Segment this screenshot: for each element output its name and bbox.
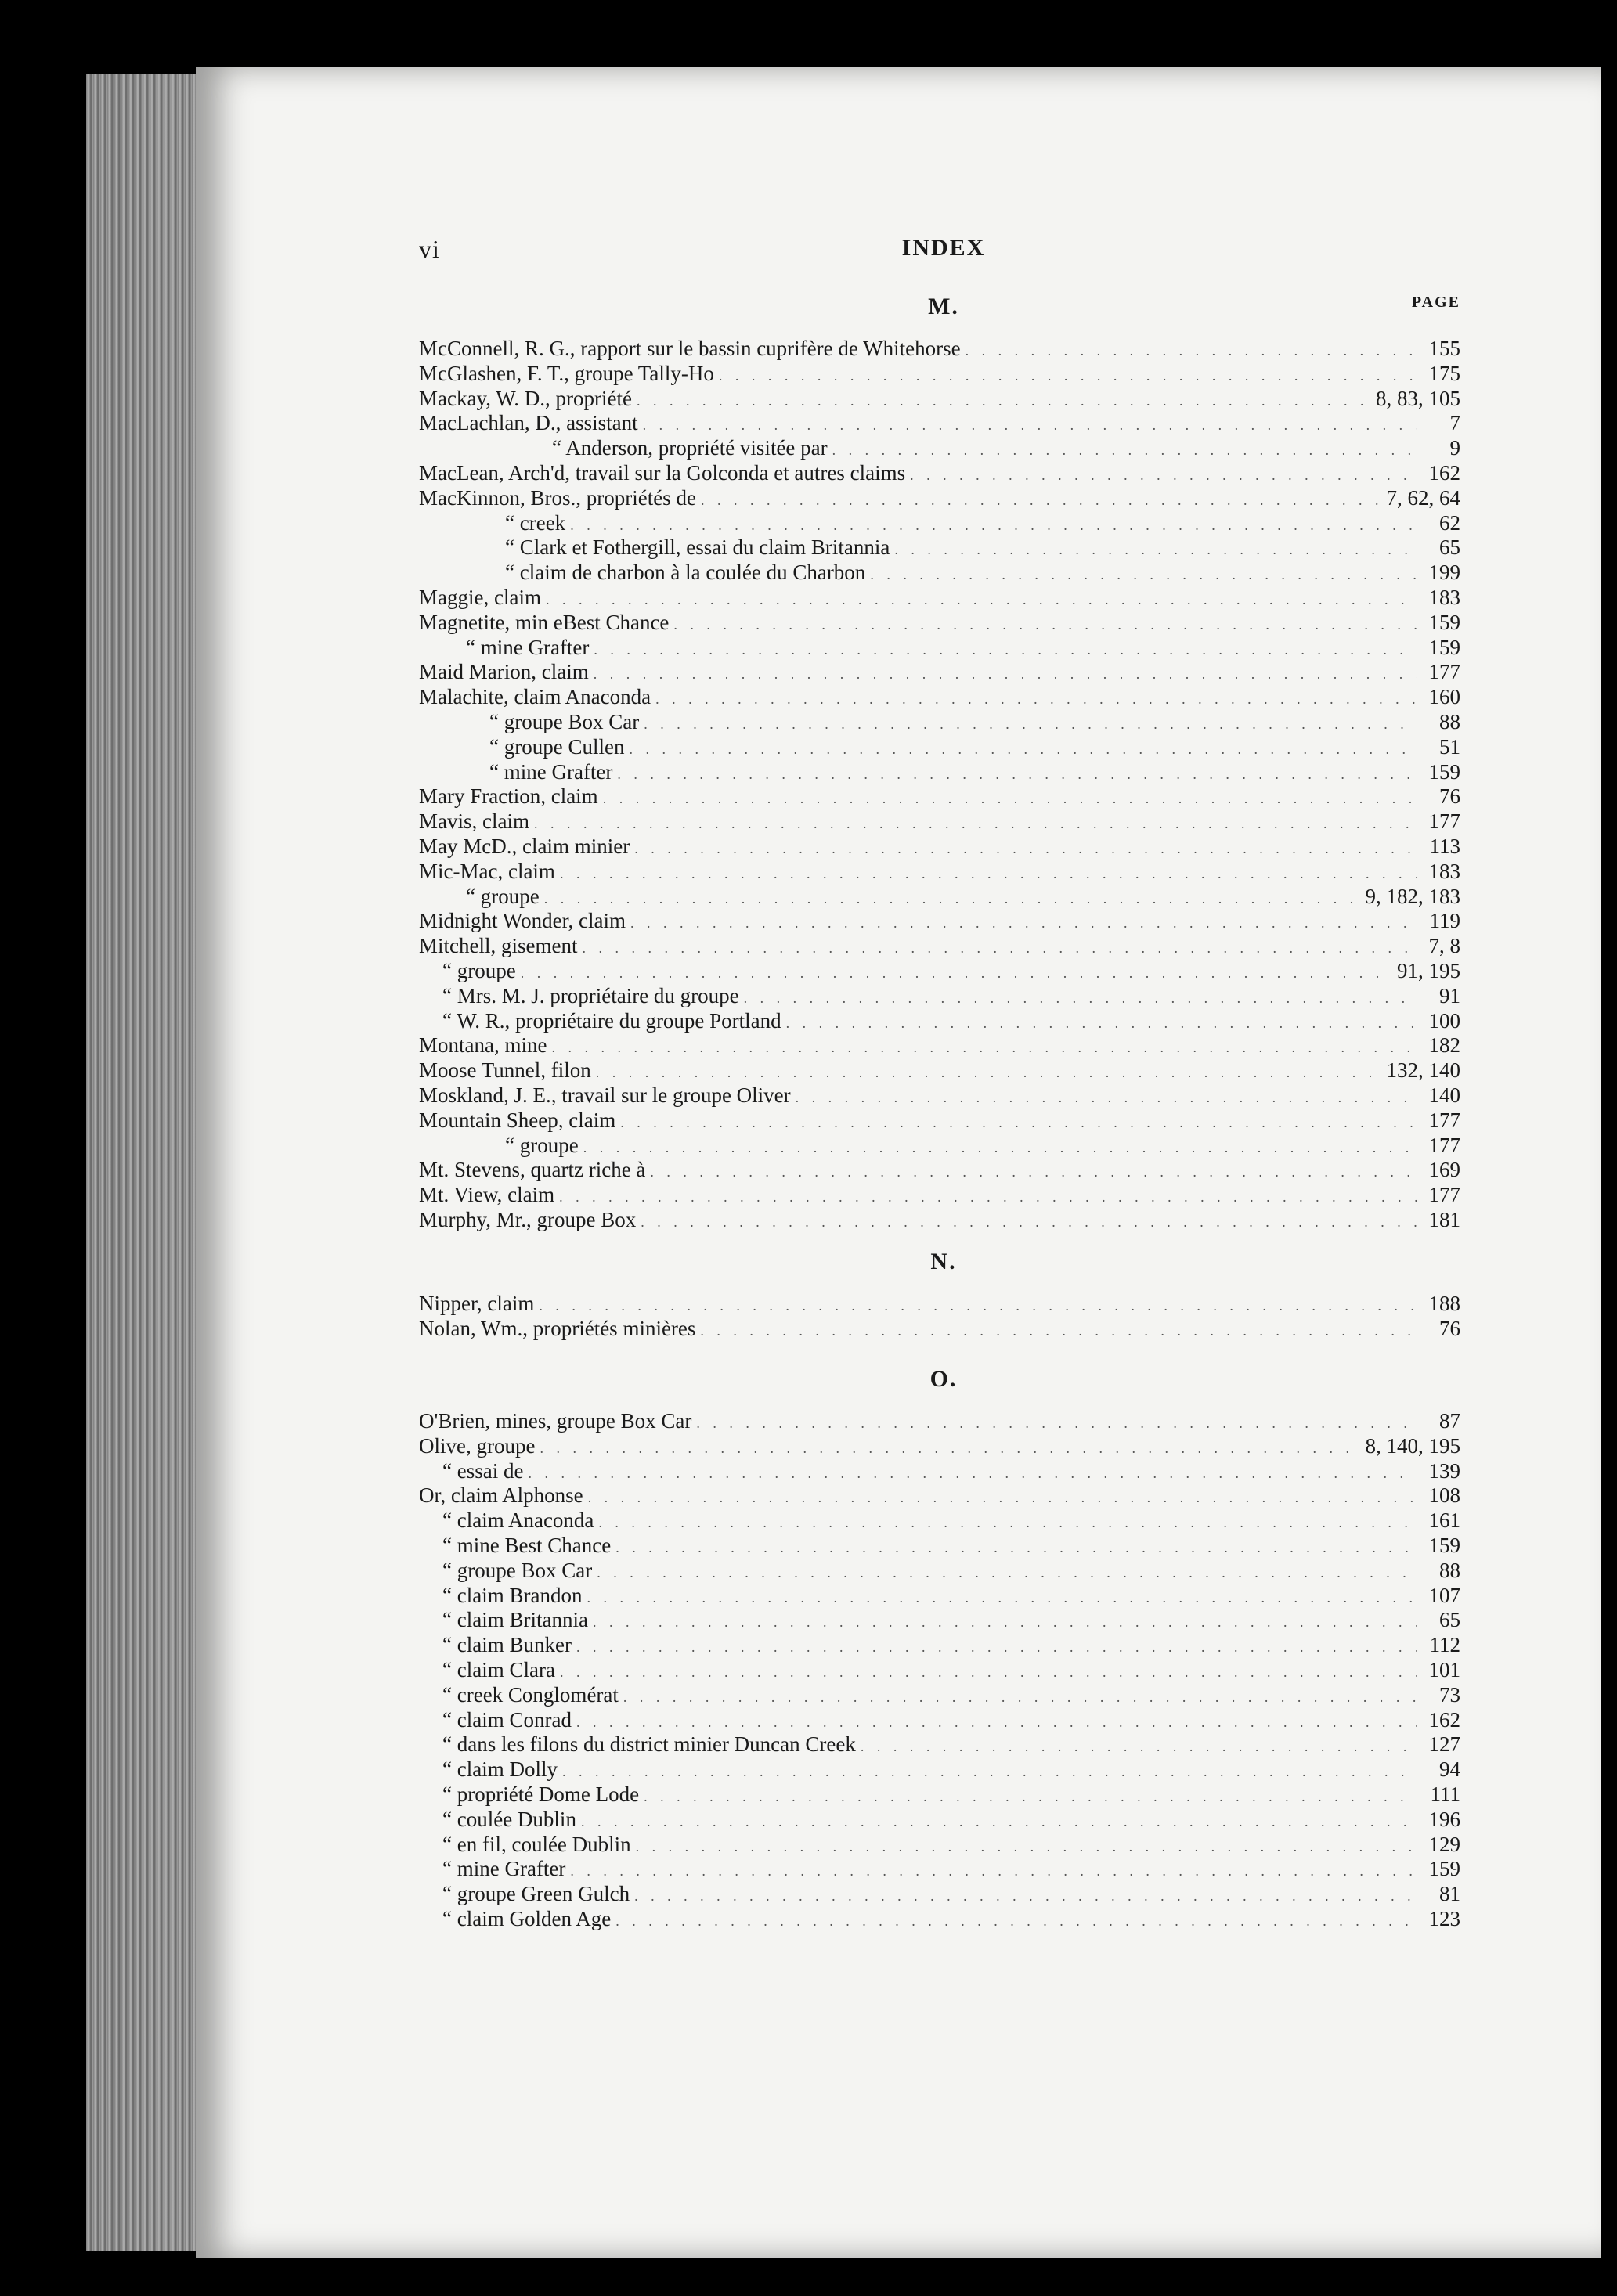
index-entry [419, 486, 1468, 511]
index-entry [419, 1058, 1468, 1083]
index-entry [419, 735, 1468, 760]
index-section-m [419, 290, 1468, 1233]
index-entry [419, 1083, 1468, 1108]
entry-pages: 119 [1429, 909, 1460, 933]
index-entry [419, 337, 1468, 362]
index-entry [419, 685, 1468, 710]
dot-leader [744, 986, 1417, 1011]
entry-text: “ claim de charbon à la coulée du Charbon [505, 560, 866, 585]
index-entry [419, 1409, 1468, 1434]
entry-text: Maid Marion, claim [419, 660, 589, 684]
index-entry [419, 1882, 1468, 1907]
page-column-label: PAGE [1411, 294, 1460, 311]
entry-pages: 177 [1428, 660, 1460, 684]
entry-text: O'Brien, mines, groupe Box Car [419, 1409, 692, 1433]
entry-pages: 8, 83, 105 [1376, 386, 1460, 410]
entry-text: “ claim Anaconda [442, 1508, 594, 1533]
index-entry [419, 660, 1468, 685]
index-entry [419, 1833, 1468, 1858]
dot-leader [617, 762, 1417, 788]
section-heading: N. [930, 1249, 957, 1274]
index-entry [419, 1134, 1468, 1159]
index-entry [419, 1108, 1468, 1134]
entry-pages: 140 [1428, 1083, 1460, 1107]
index-entry [419, 710, 1468, 735]
entry-text: Mic-Mac, claim [419, 859, 555, 883]
entry-text: “ claim Conrad [442, 1707, 572, 1732]
dot-leader [641, 1210, 1417, 1235]
index-entry [419, 1009, 1468, 1034]
entry-text: Mary Fraction, claim [419, 784, 598, 809]
dot-leader [594, 662, 1417, 687]
entry-pages: 51 [1439, 734, 1460, 759]
index-entry [419, 1317, 1468, 1342]
dot-leader [629, 737, 1417, 762]
index-entry [419, 1808, 1468, 1833]
index-entries [419, 1409, 1468, 1932]
dot-leader [559, 1185, 1417, 1210]
index-entry [419, 1158, 1468, 1183]
entry-pages: 177 [1428, 809, 1460, 834]
entry-text: “ mine Grafter [466, 635, 590, 659]
entry-pages: 169 [1428, 1158, 1460, 1182]
dot-leader [700, 1319, 1417, 1344]
index-entry [419, 1732, 1468, 1757]
dot-leader [634, 1884, 1417, 1909]
index-entry [419, 1292, 1468, 1317]
entry-pages: 91, 195 [1397, 958, 1460, 982]
entry-pages: 155 [1428, 337, 1460, 360]
running-head [419, 235, 1468, 274]
entry-pages: 181 [1428, 1207, 1460, 1231]
entry-text: Malachite, claim Anaconda [419, 685, 651, 709]
dot-leader [673, 613, 1417, 638]
index-entry [419, 387, 1468, 412]
index-entry [419, 1907, 1468, 1932]
entry-text: “ en fil, coulée Dublin [442, 1832, 631, 1856]
entry-pages: 132, 140 [1386, 1058, 1460, 1083]
entry-text: Mt. View, claim [419, 1183, 555, 1207]
dot-leader [587, 1586, 1417, 1611]
dot-leader [576, 1710, 1417, 1736]
entry-pages: 199 [1428, 560, 1460, 585]
entry-pages: 183 [1428, 585, 1460, 609]
entry-text: “ Clark et Fothergill, essai du claim Britannia [505, 535, 890, 560]
entry-text: Midnight Wonder, claim [419, 909, 626, 933]
entry-pages: 182 [1428, 1033, 1460, 1058]
entry-pages: 7, 8 [1428, 934, 1460, 958]
entry-pages: 175 [1428, 361, 1460, 385]
entry-text: “ dans les filons du district minier Duncan Creek [442, 1732, 856, 1757]
dot-leader [544, 887, 1361, 912]
entry-text: MacKinnon, Bros., propriétés de [419, 485, 696, 510]
dot-leader [861, 1735, 1417, 1760]
section-heading: O. [929, 1366, 958, 1392]
dot-leader [560, 862, 1417, 887]
dot-leader [546, 588, 1417, 613]
entry-pages: 183 [1428, 859, 1460, 883]
index-entry [419, 760, 1468, 785]
entry-pages: 9, 182, 183 [1365, 884, 1460, 908]
index-entry [419, 809, 1468, 834]
entry-pages: 9 [1449, 436, 1460, 460]
entry-pages: 8, 140, 195 [1365, 1433, 1460, 1458]
entry-pages: 129 [1428, 1832, 1460, 1856]
dot-leader [701, 488, 1382, 514]
entry-text: Nipper, claim [419, 1292, 535, 1315]
dot-leader [644, 1785, 1417, 1810]
index-entry [419, 1033, 1468, 1058]
index-section-n [419, 1245, 1468, 1342]
dot-leader [593, 1610, 1417, 1635]
entry-text: MacLean, Arch'd, travail sur la Golconda et autres claims [419, 460, 906, 485]
entry-pages: 162 [1428, 460, 1460, 485]
dot-leader [630, 911, 1417, 936]
entry-text: “ groupe Cullen [489, 734, 625, 759]
entry-text: Moose Tunnel, filon [419, 1058, 591, 1083]
entry-pages: 107 [1428, 1583, 1460, 1607]
index-entry [419, 1183, 1468, 1208]
entry-text: Murphy, Mr., groupe Box [419, 1207, 637, 1231]
entry-text: “ mine Best Chance [442, 1533, 612, 1557]
dot-leader [528, 1462, 1417, 1487]
index-entry [419, 959, 1468, 984]
index-section-o [419, 1362, 1468, 1932]
section-heading: M. [928, 294, 959, 319]
dot-leader [603, 787, 1417, 812]
entry-text: MacLachlan, D., assistant [419, 411, 638, 435]
index-entry [419, 1782, 1468, 1808]
entry-pages: 62 [1439, 510, 1460, 535]
index-entry [419, 934, 1468, 959]
dot-leader [534, 812, 1417, 837]
entry-text: May McD., claim minier [419, 834, 630, 858]
index-entry [419, 1658, 1468, 1683]
index-entry [419, 362, 1468, 387]
dot-leader [650, 1160, 1417, 1185]
dot-leader [583, 1136, 1417, 1161]
dot-leader [551, 1036, 1417, 1061]
entry-pages: 65 [1439, 1608, 1460, 1632]
index-entry [419, 1483, 1468, 1508]
dot-leader [894, 538, 1417, 563]
entry-pages: 159 [1428, 759, 1460, 784]
dot-leader [581, 1810, 1417, 1835]
entry-text: “ creek Conglomérat [442, 1682, 619, 1707]
dot-leader [570, 514, 1417, 539]
entry-pages: 159 [1428, 1533, 1460, 1557]
entry-pages: 196 [1428, 1807, 1460, 1831]
entry-text: “ groupe Box Car [442, 1558, 593, 1582]
entry-pages: 177 [1428, 1183, 1460, 1207]
entry-pages: 162 [1428, 1707, 1460, 1732]
entry-text: “ mine Grafter [489, 759, 613, 784]
dot-leader [637, 389, 1371, 414]
index-entry [419, 1534, 1468, 1559]
entry-pages: 161 [1428, 1508, 1460, 1533]
index-entry [419, 1757, 1468, 1782]
entry-text: Moskland, J. E., travail sur le groupe Oliver [419, 1083, 791, 1107]
index-entry [419, 784, 1468, 809]
dot-leader [560, 1660, 1417, 1685]
dot-leader [539, 1294, 1417, 1319]
entry-pages: 160 [1428, 685, 1460, 709]
dot-leader [615, 1909, 1417, 1934]
entry-pages: 113 [1429, 834, 1460, 858]
dot-leader [597, 1561, 1417, 1586]
index-entry [419, 535, 1468, 560]
index-entries [419, 1292, 1468, 1342]
index-entry [419, 885, 1468, 910]
dot-leader [644, 712, 1417, 737]
index-entry [419, 436, 1468, 461]
entry-text: “ essai de [442, 1458, 524, 1483]
entry-pages: 177 [1428, 1108, 1460, 1132]
entry-pages: 127 [1428, 1732, 1460, 1757]
entry-pages: 159 [1428, 610, 1460, 634]
entry-text: Mitchell, gisement [419, 934, 578, 958]
entry-pages: 111 [1430, 1782, 1460, 1806]
index-entry [419, 611, 1468, 636]
entry-pages: 87 [1439, 1409, 1460, 1433]
entry-text: “ groupe [442, 958, 516, 982]
dot-leader [576, 1635, 1417, 1660]
index-entry [419, 1683, 1468, 1708]
index-entry [419, 1208, 1468, 1233]
entry-pages: 108 [1428, 1483, 1460, 1508]
index-entry [419, 586, 1468, 611]
entry-pages: 159 [1428, 635, 1460, 659]
entry-pages: 76 [1439, 1316, 1460, 1340]
index-entry [419, 1708, 1468, 1733]
entry-text: “ groupe Green Gulch [442, 1882, 630, 1906]
dot-leader [655, 687, 1417, 712]
entry-pages: 123 [1428, 1906, 1460, 1930]
entry-text: “ Anderson, propriété visitée par [552, 436, 828, 460]
entry-pages: 91 [1439, 983, 1460, 1007]
dot-leader [910, 463, 1417, 488]
dot-leader [623, 1685, 1417, 1710]
page-title: INDEX [901, 235, 986, 261]
entry-text: “ claim Golden Age [442, 1906, 612, 1930]
index-entry [419, 511, 1468, 536]
entry-pages: 7, 62, 64 [1386, 485, 1460, 510]
entry-pages: 7 [1449, 411, 1460, 435]
index-entry [419, 1459, 1468, 1484]
dot-leader [582, 936, 1417, 961]
dot-leader [594, 638, 1417, 663]
entry-pages: 76 [1439, 784, 1460, 809]
index-entry [419, 909, 1468, 934]
index-entry [419, 636, 1468, 661]
entry-text: “ coulée Dublin [442, 1807, 576, 1831]
index-entry [419, 860, 1468, 885]
entry-pages: 94 [1439, 1757, 1460, 1782]
dot-leader [620, 1111, 1417, 1136]
dot-leader [562, 1760, 1417, 1785]
entry-text: “ Mrs. M. J. propriétaire du groupe [442, 983, 739, 1007]
index-entry [419, 411, 1468, 436]
dot-leader [870, 563, 1417, 588]
entry-text: “ claim Clara [442, 1657, 555, 1681]
entry-text: McConnell, R. G., rapport sur le bassin cuprifère de Whitehorse [419, 337, 961, 360]
index-entry [419, 1857, 1468, 1882]
dot-leader [966, 339, 1417, 364]
entry-text: “ claim Britannia [442, 1608, 588, 1632]
entry-text: Magnetite, min eBest Chance [419, 610, 670, 634]
entry-text: “ groupe Box Car [489, 709, 640, 733]
dot-leader [719, 364, 1417, 389]
entry-pages: 73 [1439, 1682, 1460, 1707]
dot-leader [643, 413, 1417, 438]
entry-pages: 88 [1439, 709, 1460, 733]
entry-pages: 177 [1428, 1133, 1460, 1157]
entry-text: Mavis, claim [419, 809, 529, 834]
entry-text: “ groupe [505, 1133, 579, 1157]
entry-text: McGlashen, F. T., groupe Tally-Ho [419, 361, 714, 385]
entry-text: Nolan, Wm., propriétés minières [419, 1316, 696, 1340]
entry-text: “ groupe [466, 884, 540, 908]
entry-pages: 88 [1439, 1558, 1460, 1582]
entry-text: Mackay, W. D., propriété [419, 386, 632, 410]
dot-leader [636, 1835, 1417, 1860]
entry-pages: 159 [1428, 1857, 1460, 1881]
dot-leader [696, 1411, 1417, 1436]
entry-pages: 100 [1428, 1008, 1460, 1033]
entry-text: Montana, mine [419, 1033, 547, 1058]
entry-pages: 65 [1439, 535, 1460, 560]
dot-leader [598, 1511, 1417, 1536]
index-entry [419, 461, 1468, 486]
index-entry [419, 1633, 1468, 1658]
entry-text: “ claim Bunker [442, 1633, 572, 1657]
entry-text: Olive, groupe [419, 1433, 536, 1458]
dot-leader [540, 1436, 1360, 1462]
dot-leader [832, 438, 1417, 463]
dot-leader [786, 1011, 1417, 1036]
index-entry [419, 984, 1468, 1009]
entry-text: Or, claim Alphonse [419, 1483, 583, 1508]
entry-pages: 188 [1428, 1292, 1460, 1315]
entry-text: Maggie, claim [419, 585, 541, 609]
index-entry [419, 1508, 1468, 1534]
entry-text: “ creek [505, 510, 566, 535]
entry-pages: 139 [1428, 1458, 1460, 1483]
entry-pages: 81 [1439, 1882, 1460, 1906]
dot-leader [596, 1061, 1382, 1086]
index-entry [419, 560, 1468, 586]
index-entry [419, 834, 1468, 860]
page-number: vi [419, 235, 440, 263]
index-entry [419, 1608, 1468, 1633]
dot-leader [521, 961, 1392, 986]
entry-text: “ propriété Dome Lode [442, 1782, 640, 1806]
entry-text: “ claim Dolly [442, 1757, 558, 1782]
entry-text: “ mine Grafter [442, 1857, 566, 1881]
entry-pages: 112 [1429, 1633, 1460, 1657]
dot-leader [588, 1486, 1417, 1511]
index-entry [419, 1434, 1468, 1459]
index-entries [419, 337, 1468, 1233]
dot-leader [615, 1536, 1417, 1561]
index-entry [419, 1584, 1468, 1609]
dot-leader [634, 837, 1417, 862]
index-entry [419, 1559, 1468, 1584]
dot-leader [570, 1859, 1417, 1884]
entry-text: Mt. Stevens, quartz riche à [419, 1158, 646, 1182]
entry-text: “ claim Brandon [442, 1583, 583, 1607]
dot-leader [796, 1086, 1417, 1111]
entry-text: “ W. R., propriétaire du groupe Portland [442, 1008, 781, 1033]
entry-pages: 101 [1428, 1657, 1460, 1681]
entry-text: Mountain Sheep, claim [419, 1108, 616, 1132]
